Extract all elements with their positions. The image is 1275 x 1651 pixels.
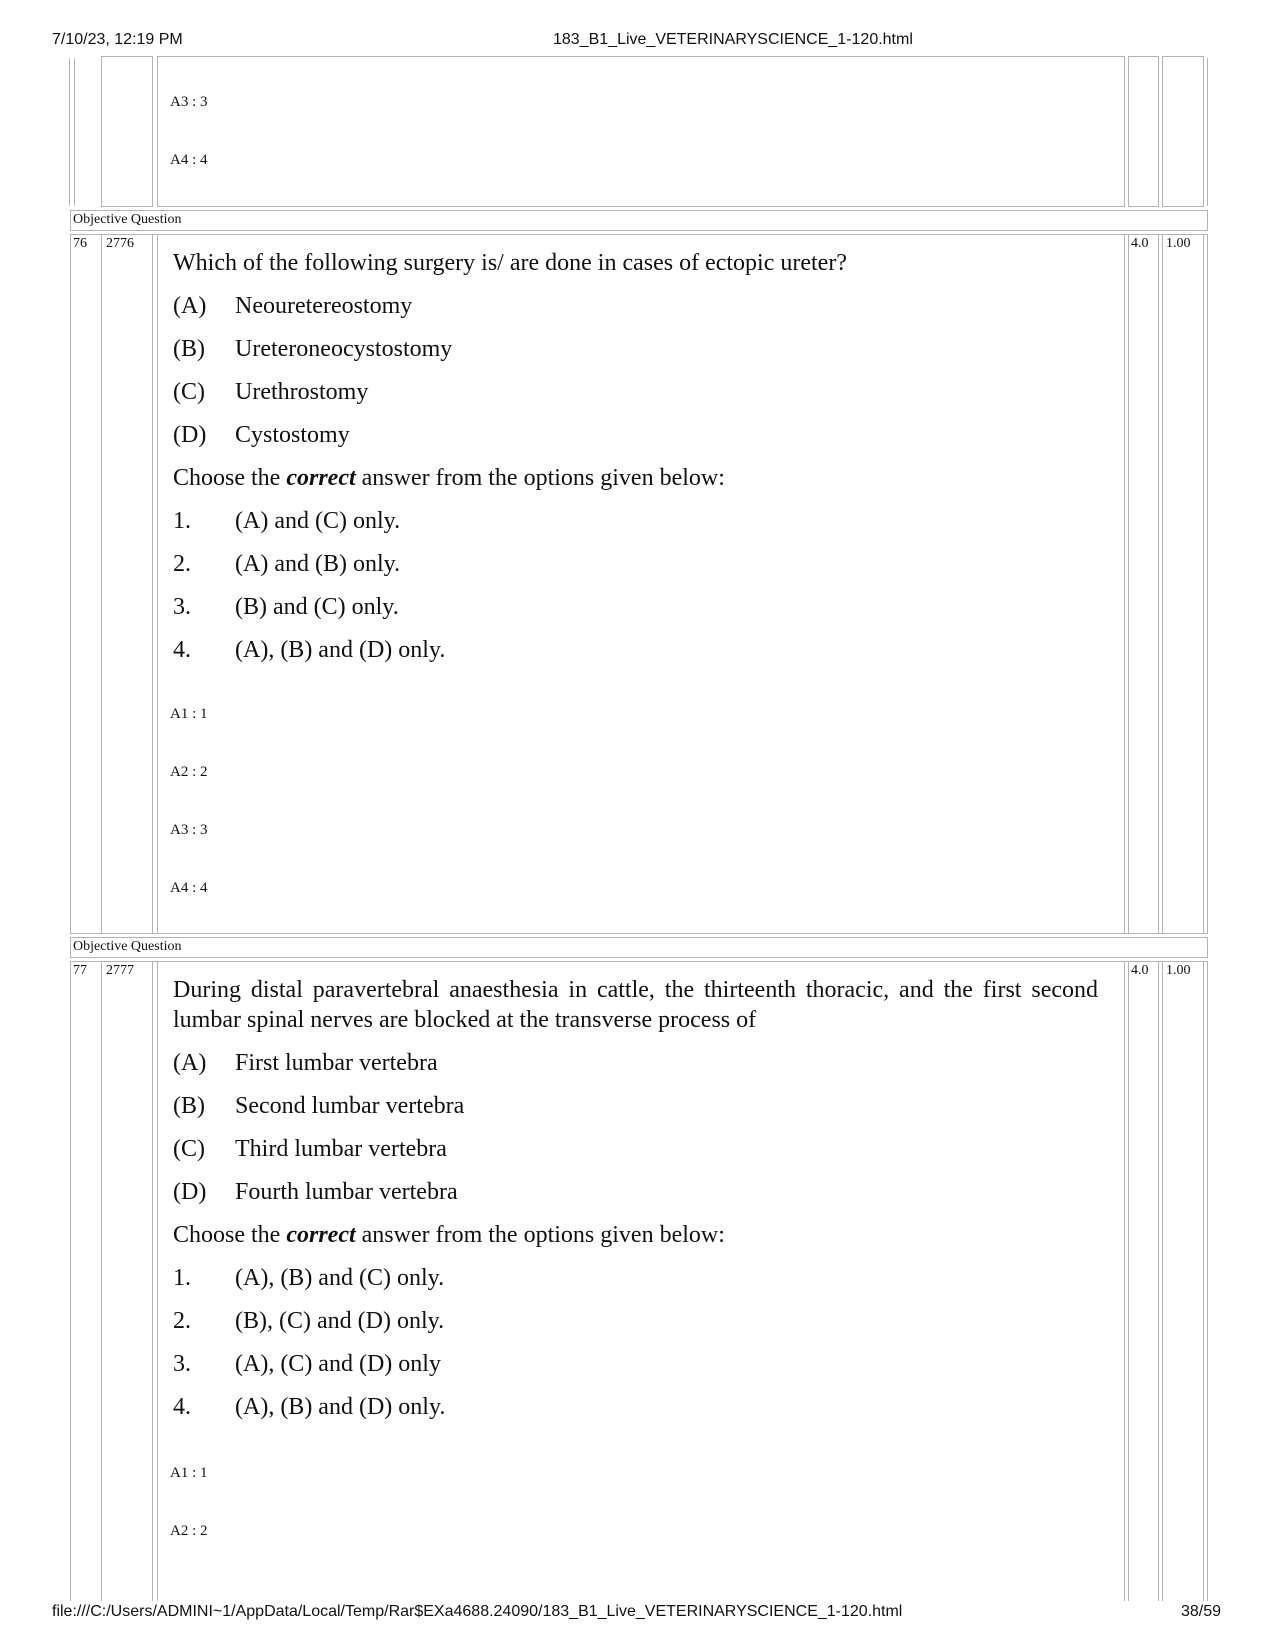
option-item (173, 1393, 445, 1421)
question-cell (157, 56, 1125, 207)
option-text: (B), (C) and (D) only. (235, 1308, 445, 1334)
negative-marks-value: 1.00 (1166, 963, 1191, 978)
option-item (173, 1264, 444, 1292)
option-item (173, 593, 399, 621)
qid-cell (101, 234, 153, 934)
option-number: 2. (173, 1308, 191, 1334)
answer-instruction: Choose the correct answer from the options given below: (173, 1222, 725, 1248)
option-item (173, 1307, 444, 1335)
option-number: 2. (173, 551, 191, 577)
option-text: (A) and (C) only. (235, 508, 401, 534)
marks-cell (1128, 234, 1159, 934)
negative-marks-cell (1162, 56, 1204, 207)
statement-item (173, 335, 452, 363)
statement-label: (A) (173, 293, 207, 319)
statement-item (173, 421, 350, 449)
statement-text: Second lumbar vertebra (235, 1093, 465, 1119)
option-text: (A), (B) and (C) only. (235, 1265, 445, 1291)
statement-label: (D) (173, 1179, 207, 1205)
option-text: (A), (B) and (D) only. (235, 1394, 446, 1420)
marks-value: 4.0 (1131, 236, 1149, 251)
statement-text: Cystostomy (235, 422, 350, 448)
statement-text: Urethrostomy (235, 379, 369, 405)
option-text: (A), (B) and (D) only. (235, 637, 446, 663)
statement-item (173, 1092, 464, 1120)
table-border (1207, 58, 1208, 206)
option-text: (A), (C) and (D) only (235, 1351, 441, 1377)
statement-item (173, 1049, 438, 1077)
option-item (173, 636, 445, 664)
option-number: 1. (173, 508, 191, 534)
qid-cell (101, 56, 153, 207)
statement-item (173, 1135, 447, 1163)
table-border (74, 58, 75, 206)
print-datetime: 7/10/23, 12:19 PM (52, 31, 183, 48)
serial-number: 77 (73, 963, 87, 978)
section-label-cell (70, 210, 1208, 231)
serial-number: 76 (73, 236, 87, 251)
section-label-cell (70, 937, 1208, 958)
answer-choice: A3 : 3 (170, 822, 208, 838)
option-number: 4. (173, 637, 191, 663)
option-item (173, 507, 400, 535)
statement-item (173, 1178, 458, 1206)
statement-label: (B) (173, 336, 205, 362)
marks-value: 4.0 (1131, 963, 1149, 978)
marks-cell (1128, 961, 1159, 1601)
section-label: Objective Question (73, 939, 182, 954)
answer-choice: A4 : 4 (170, 152, 208, 168)
statement-text: Ureteroneocystostomy (235, 336, 453, 362)
statement-label: (B) (173, 1093, 205, 1119)
option-number: 3. (173, 594, 191, 620)
qid-cell (101, 961, 153, 1601)
question-stem: During distal paravertebral anaesthesia in cattle, the thirteenth thoracic, and the first second lumbar spinal nerves are blocked at the transverse process of (173, 977, 1098, 1033)
instruction-emphasis: correct (286, 1222, 356, 1248)
option-number: 4. (173, 1394, 191, 1420)
statement-text: First lumbar vertebra (235, 1050, 438, 1076)
answer-choice: A4 : 4 (170, 880, 208, 896)
answer-choice: A1 : 1 (170, 706, 208, 722)
question-id: 2776 (106, 236, 134, 251)
option-item (173, 550, 400, 578)
answer-choice: A2 : 2 (170, 1523, 208, 1539)
statement-label: (C) (173, 379, 205, 405)
option-text: (B) and (C) only. (235, 594, 399, 620)
negative-marks-value: 1.00 (1166, 236, 1191, 251)
table-border (69, 58, 70, 206)
statement-label: (D) (173, 422, 207, 448)
answer-choice: A3 : 3 (170, 94, 208, 110)
statement-item (173, 292, 412, 320)
option-item (173, 1350, 441, 1378)
print-document-title: 183_B1_Live_VETERINARYSCIENCE_1-120.html (553, 31, 913, 48)
marks-cell (1128, 56, 1159, 207)
statement-label: (A) (173, 1050, 207, 1076)
negative-marks-cell (1162, 961, 1204, 1601)
question-stem: Which of the following surgery is/ are done in cases of ectopic ureter? (173, 250, 847, 276)
negative-marks-cell (1162, 234, 1204, 934)
option-number: 3. (173, 1351, 191, 1377)
answer-choice: A2 : 2 (170, 764, 208, 780)
statement-text: Neouretereostomy (235, 293, 413, 319)
option-number: 1. (173, 1265, 191, 1291)
option-text: (A) and (B) only. (235, 551, 401, 577)
answer-choice: A1 : 1 (170, 1465, 208, 1481)
print-file-path: file:///C:/Users/ADMINI~1/AppData/Local/Temp/Rar$EXa4688.24090/183_B1_Live_VETERINARYSCIENCE_1-120.html (52, 1603, 903, 1620)
statement-item (173, 378, 368, 406)
statement-label: (C) (173, 1136, 205, 1162)
section-label: Objective Question (73, 212, 182, 227)
statement-text: Fourth lumbar vertebra (235, 1179, 458, 1205)
instruction-emphasis: correct (286, 465, 356, 491)
answer-instruction: Choose the correct answer from the options given below: (173, 465, 725, 491)
print-page-indicator: 38/59 (1181, 1603, 1222, 1620)
question-id: 2777 (106, 963, 134, 978)
statement-text: Third lumbar vertebra (235, 1136, 447, 1162)
